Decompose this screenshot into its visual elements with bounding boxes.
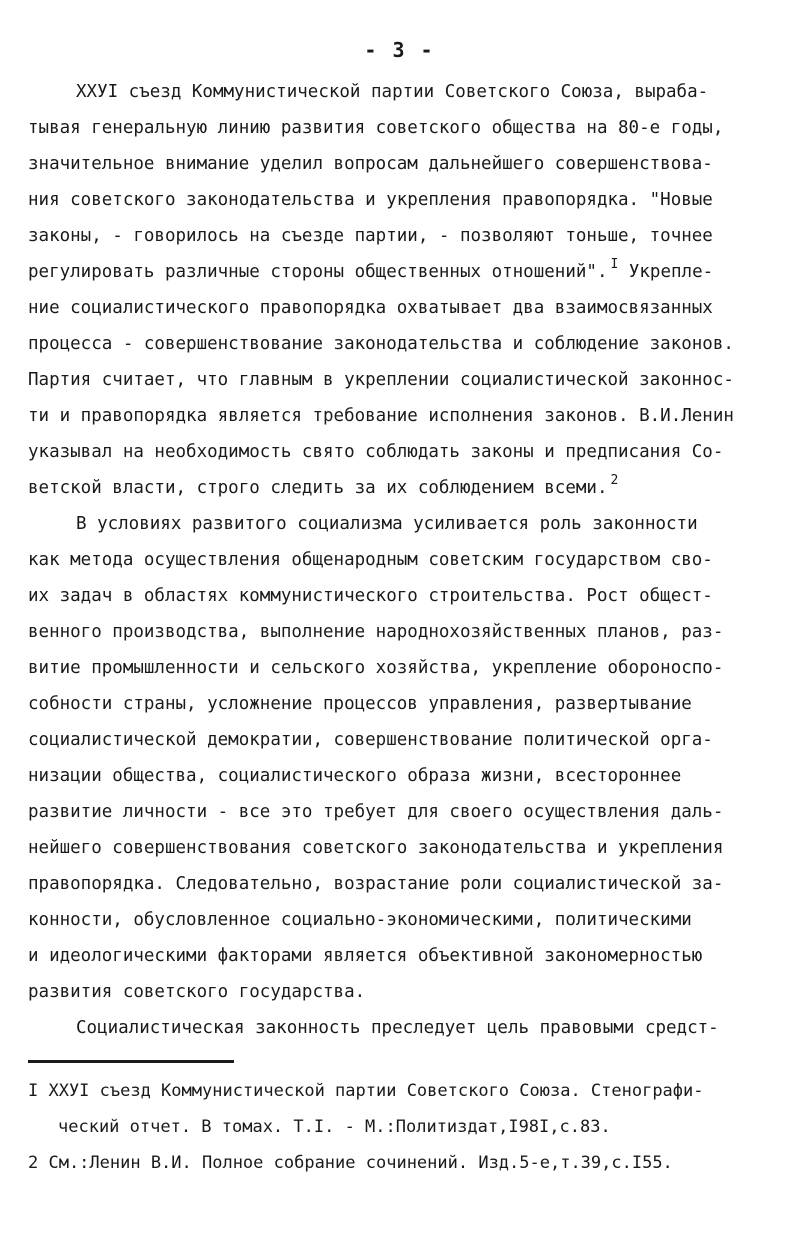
paragraph-1-line-6: [28, 257, 714, 286]
footnote-1-line-2: ческий отчет. В томах. Т.I. - М.:Политиздат,I98I,с.83.: [58, 1117, 611, 1137]
paragraph-1-line-10: ти и правопорядка является требование исполнения законов. В.И.Ленин: [28, 406, 734, 426]
paragraph-1-line-12: [28, 473, 619, 502]
paragraph-1-line-12-text: ветской власти, строго следить за их соблюдением всеми.: [28, 478, 608, 498]
paragraph-1-line-4: ния советского законодательства и укрепления правопорядка. "Новые: [28, 190, 713, 210]
paragraph-1-line-9: Партия считает, что главным в укреплении социалистической законнос-: [28, 370, 734, 390]
paragraph-2-line-9: развитие личности - все это требует для своего осуществления даль-: [28, 802, 724, 822]
paragraph-2-line-11: правопорядка. Следовательно, возрастание роли социалистической за-: [28, 874, 724, 894]
paragraph-2-line-14: развития советского государства.: [28, 982, 366, 1002]
paragraph-2-line-10: нейшего совершенствования советского законодательства и укрепления: [28, 838, 724, 858]
paragraph-2-line-1: В условиях развитого социализма усиливается роль законности: [76, 514, 698, 534]
footnote-1-line-1: I XXУI съезд Коммунистической партии Советского Союза. Стенографи-: [28, 1081, 704, 1101]
paragraph-2-line-13: и идеологическими факторами является объективной закономерностью: [28, 946, 703, 966]
footnote-2: 2 См.:Ленин В.И. Полное собрание сочинений. Изд.5-е,т.39,с.I55.: [28, 1153, 673, 1173]
paragraph-1-line-5: законы, - говорилось на съезде партии, - позволяют тоньше, точнее: [28, 226, 713, 246]
paragraph-2-line-12: конности, обусловленное социально-экономическими, политическими: [28, 910, 692, 930]
footnote-mark-2: 2: [610, 473, 619, 488]
footnote-mark-1: I: [610, 257, 619, 272]
paragraph-2-line-7: социалистической демократии, совершенствование политической орга-: [28, 730, 713, 750]
paragraph-2-line-4: венного производства, выполнение народнохозяйственных планов, раз-: [28, 622, 724, 642]
paragraph-1-line-3: значительное внимание уделил вопросам дальнейшего совершенствова-: [28, 154, 713, 174]
page-number: - 3 -: [364, 38, 435, 62]
paragraph-1-line-6-text: регулировать различные стороны общественных отношений".: [28, 262, 608, 282]
paragraph-1-line-2: тывая генеральную линию развития советского общества на 80-е годы,: [28, 118, 724, 138]
paragraph-3-line-1: Социалистическая законность преследует цель правовыми средст-: [76, 1018, 719, 1038]
paragraph-1-line-6-tail: Укрепле-: [628, 262, 714, 282]
paragraph-2-line-2: как метода осуществления общенародным советским государством сво-: [28, 550, 713, 570]
paragraph-2-line-3: их задач в областях коммунистического строительства. Рост общест-: [28, 586, 713, 606]
paragraph-1-line-1: XXУI съезд Коммунистической партии Советского Союза, выраба-: [76, 82, 709, 102]
paragraph-1-line-8: процесса - совершенствование законодательства и соблюдение законов.: [28, 334, 734, 354]
paragraph-1-line-7: ние социалистического правопорядка охватывает два взаимосвязанных: [28, 298, 713, 318]
paragraph-1-line-11: указывал на необходимость свято соблюдать законы и предписания Со-: [28, 442, 724, 462]
paragraph-2-line-8: низации общества, социалистического образа жизни, всестороннее: [28, 766, 682, 786]
paragraph-2-line-6: собности страны, усложнение процессов управления, развертывание: [28, 694, 692, 714]
footnote-divider: [28, 1060, 234, 1063]
paragraph-2-line-5: витие промышленности и сельского хозяйства, укрепление обороноспо-: [28, 658, 724, 678]
